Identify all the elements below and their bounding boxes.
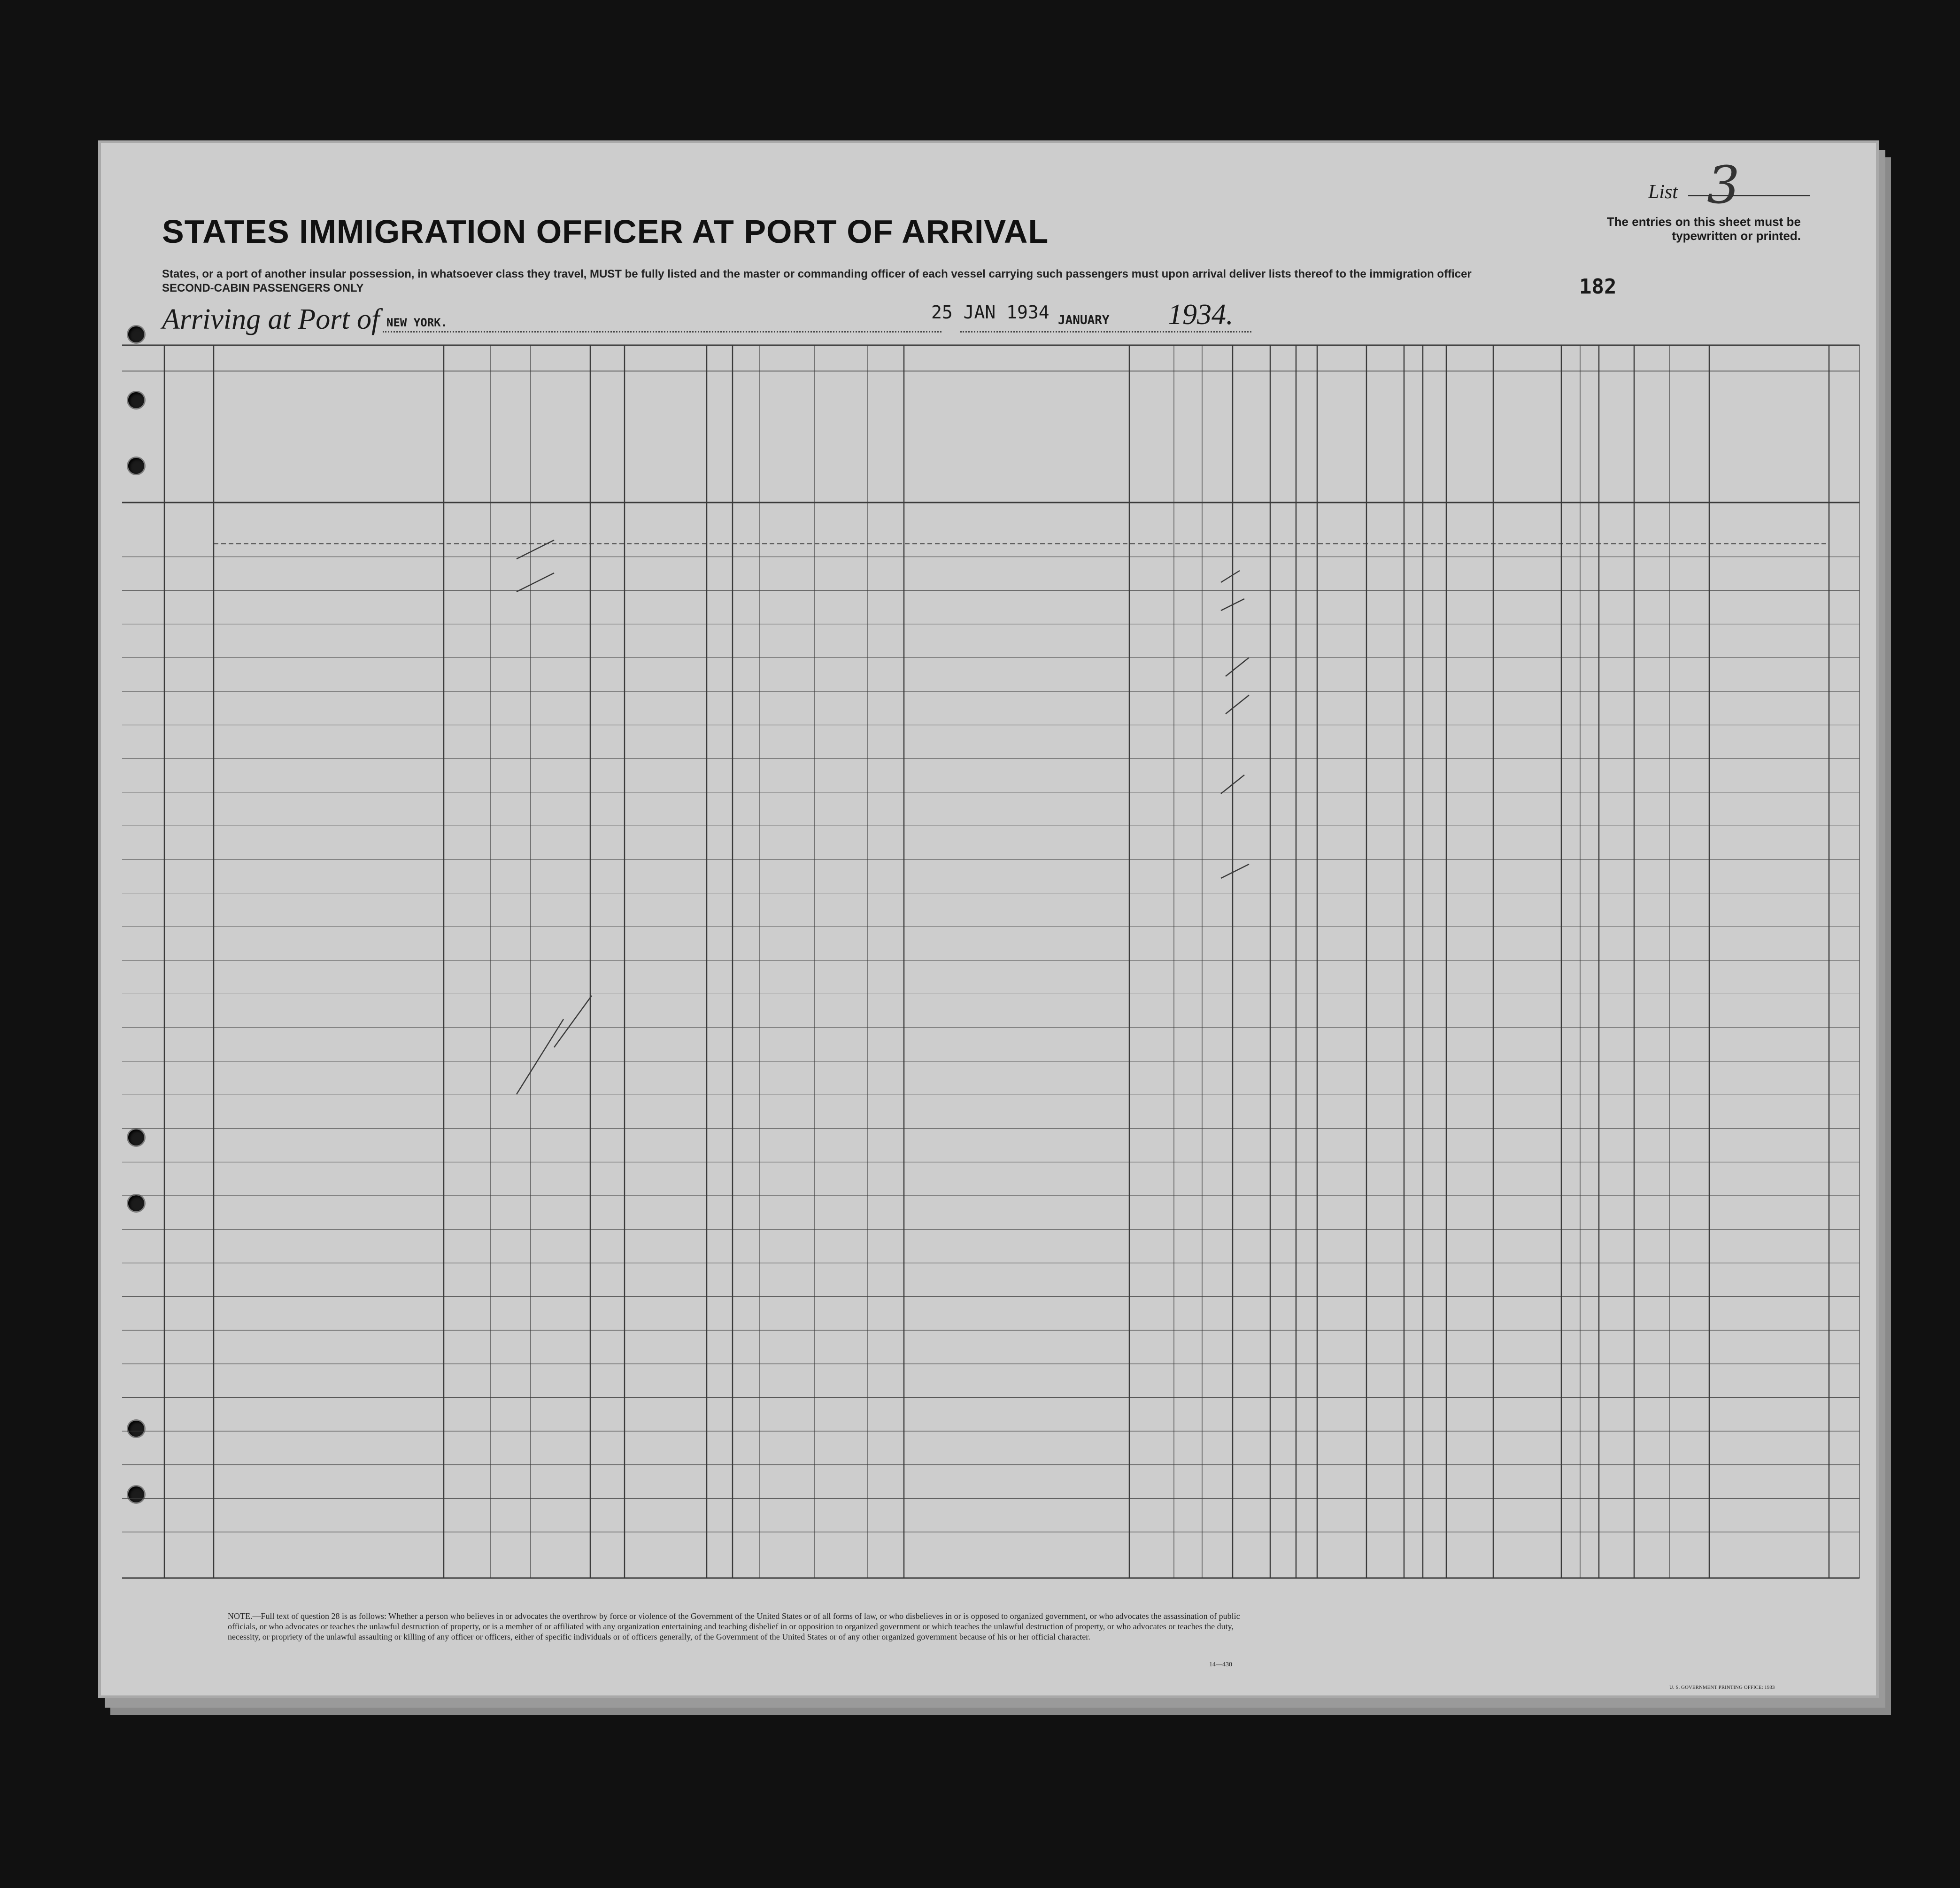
column-label (1272, 375, 1294, 499)
form-instruction: States, or a port of another insular possession, in whatsoever class they travel, MUST be fully listed and the master or commanding officer of each vessel carrying such passengers must upon arrival deliver lists thereof to the immigration officer (162, 268, 1472, 280)
arriving-label: Arriving at Port of (162, 303, 380, 335)
column-label (592, 375, 623, 499)
list-label: List (1648, 181, 1678, 203)
column-subheader (1131, 404, 1172, 498)
column-subheader (1562, 456, 1576, 484)
entries-note: The entries on this sheet must be typewritten or printed. (1606, 215, 1801, 243)
pen-check-mark (517, 540, 554, 559)
column-subheader (1176, 404, 1200, 498)
arrival-port: NEW YORK. (386, 316, 448, 329)
form-class: SECOND-CABIN PASSENGERS ONLY (162, 282, 364, 294)
arrival-month: JANUARY (1058, 313, 1110, 327)
column-label (1406, 375, 1421, 499)
form-title: STATES IMMIGRATION OFFICER AT PORT OF ARRIVAL (162, 213, 1049, 250)
column-label (1298, 375, 1315, 499)
manifest-sheet (101, 143, 1876, 1695)
sheet-number: 182 (1579, 275, 1617, 299)
pen-check-mark (1221, 864, 1249, 878)
column-label (1368, 375, 1402, 499)
column-label (1319, 375, 1365, 499)
column-label (709, 375, 731, 499)
pen-check-mark (517, 1019, 563, 1094)
pen-check-mark (1226, 695, 1249, 714)
pen-check-mark (1226, 658, 1249, 676)
arrival-year: 1934. (1168, 299, 1234, 331)
printer-imprint: U. S. GOVERNMENT PRINTING OFFICE: 1933 (1669, 1685, 1775, 1690)
column-subheader (1204, 404, 1231, 498)
column-label (1425, 375, 1444, 499)
column-label (1235, 375, 1268, 499)
pen-check-mark (517, 573, 554, 592)
list-number: 3 (1707, 155, 1740, 215)
arrival-date-stamp: 25 JAN 1934 (931, 302, 1049, 323)
column-subheader (1581, 456, 1595, 488)
pen-check-mark (554, 996, 592, 1047)
footer-note: NOTE.—Full text of question 28 is as follows: Whether a person who believes in or advocates the overthrow by force or violence of the Government of the United States or of all forms of law, or who disbelieves in or is opposed to organized government, or who advocates the assassination of public officials, or who advocates or teaches the unlawful destruction of property, or is a member of or affiliated with any organization entertaining and teaching disbelief in or opposition to organized government or which teaches the unlawful destruction of property, or who advocates or teaches the duty, necessity, or propriety of the unlawful assaulting or killing of any officer or officers, either of specific individuals or of officers generally, of the Government of the United States or of any other organized government because of his or her official character. (228, 1611, 1240, 1641)
pen-check-mark (1221, 571, 1240, 582)
manifest-grid (101, 143, 1876, 1695)
form-number: 14—430 (1209, 1661, 1232, 1668)
